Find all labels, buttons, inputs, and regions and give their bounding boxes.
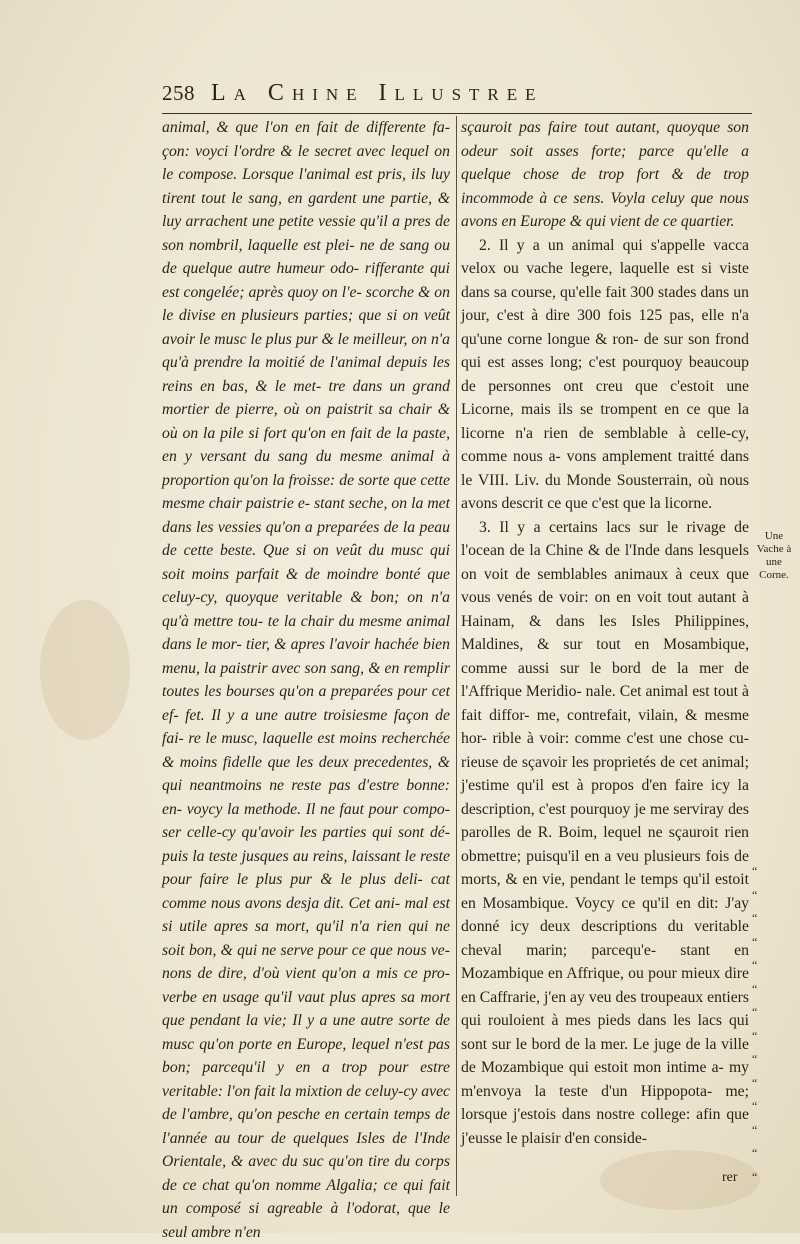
paper-stain <box>40 600 130 740</box>
quote-mark: “ <box>752 1075 758 1090</box>
quote-mark: “ <box>752 864 758 878</box>
left-column-text: animal, & que l'on en fait de differente fa- çon: voyci l'ordre & le secret avec lequel on le compose. Lorsque l'animal est pris, ils luy tirent tout le sang, en gardent une partie, & luy arrachent une petite vessie qu'il a pres de son nombril, laquelle est plei- ne de sang ou de quelque autre humeur odo- rifferante qui est congelée; après quoy on l'e- scorche & on le divise en plusieurs parties; que si on veût avoir le musc le plus pur & le meilleur, on n'a qu'à prendre la moitié de l'animal depuis les reins en bas, & le met- tre dans un grand mortier de pierre, où on paistrit sa chair & où on la pile si fort qu'on en fait de la paste, en y versant du sang du mesme animal à proportion qu'on la froisse: de sorte que cette mesme chair paistrie e- stant seche, on la met dans les vessies qu'on a preparées de la peau de cette beste. Que si on veût du musc qui soit moins parfait & de moindre bonté que celuy-cy, quoyque veritable & bon; on n'a qu'à mettre tou- te la chair du mesme animal dans le mor- tier, & apres l'avoir hachée bien menu, la paistrir avec son sang, & en remplir toutes les bourses qu'on a preparées pour cet ef- fet. Il y a une autre troisiesme façon de fai- re le musc, laquelle est moins recherchée & moins fidelle que les deux precedentes, & qui neantmoins ne reste pas d'estre bonne: en- voycy la methode. Il ne faut pour compo- ser celle-cy qu'avoir les parties qui sont dé- puis la teste jusques au reins, laissant le reste pour faire le plus pur & le plus deli- cat comme nous avons desja dit. Cet ani- mal est si utile apres sa mort, qu'il n'a rien qui ne soit bon, & qui ne serve pour ce que nous ve- nons de dire, d'où vient qu'on a mis ce pro- verbe en usage qu'il vaut plus apres sa mort que pendant la vie; Il y a une autre sorte de musc qu'on porte en Europe, lequel n'est pas bon; parcequ'il y en a trop pour estre veritable: l'on fait la mixtion de celuy-cy avec de l'ambre, qu'on pesche en certain temps de l'année au tour de quelques Isles de l'Inde Orientale, & avec du suc qu'on tire du corps de ce chat qu'on nomme Algalia; ce qui fait un composé si agreable à l'odorat, que le seul ambre n'en <box>162 119 450 1241</box>
quote-mark: “ <box>752 1099 758 1113</box>
column-divider <box>456 116 457 1196</box>
quote-mark: “ <box>752 1005 758 1019</box>
quote-mark: “ <box>752 887 758 902</box>
quote-marks <box>752 860 772 1189</box>
quote-mark: “ <box>752 911 758 925</box>
left-column <box>162 116 450 1244</box>
header-rule <box>162 113 752 114</box>
quote-mark: “ <box>752 1052 758 1066</box>
right-column-para-1: sçauroit pas faire tout autant, quoyque son odeur soit asses forte; parce qu'elle a quelque chose de trop fort & de trop incommode à ce sens. Voyla celuy que nous avons en Europe & qui vient de ce quartier. <box>461 119 749 230</box>
catchword: rer <box>722 1170 738 1185</box>
quote-mark: “ <box>752 1122 758 1137</box>
running-title: La Chine Illustree <box>211 80 544 106</box>
right-column <box>461 116 749 1150</box>
right-column-para-2: 2. Il y a un animal qui s'appelle vacca velox ou vache legere, laquelle est si viste dans sa course, qu'elle fait 300 stades dans un jour, c'est à dire 300 fois 125 pas, elle n'a qu'une corne longue & ron- de sur son frond qui est asses long; c'est pourquoy beaucoup de personnes ont creu que c'estoit une Licorne, mais ils se trompent en ce que la licorne n'a rien de semblable à celle-cy, comme nous a- vons amplement traitté dans le VIII. Liv. du Monde Sousterrain, où nous avons descrit ce que c'est que la licorne. <box>461 236 749 512</box>
margin-note: Une Vache à une Corne. <box>756 530 792 581</box>
quote-mark: “ <box>752 1028 758 1043</box>
quote-mark: “ <box>752 981 758 996</box>
quote-mark: “ <box>752 934 758 949</box>
page-number: 258 <box>162 81 195 105</box>
right-column-para-3: 3. Il y a certains lacs sur le rivage de l'ocean de la Chine & de l'Inde dans lesquels on voit de semblables animaux à ceux que vous venés de voir: on en voit tout autant à Hainam, & dans les Isles Philippines, Maldines, & sur tout en Mosambique, comme aussi sur le bord de la mer de l'Affrique Meridio- nale. Cet animal est tout à fait diffor- me, contrefait, vilain, & mesme hor- rible à voir: comme c'est une chose cu- rieuse de sçavoir les proprietés de cet animal; j'estime qu'il est à propos d'en faire icy la description, c'est pourquoy je me serviray des parolles de R. Boim, lequel ne sçauroit rien obmettre; puisqu'il en a veu plusieurs fois de morts, & en vie, pendant le temps qu'il estoit en Mosambique. Voycy ce qu'il en dit: J'ay donné icy deux descriptions du veritable cheval marin; parcequ'e- stant en Mozambique en Affrique, ou pour mieux dire en Caffrarie, j'en ay veu des troupeaux entiers qui rouloient à mes pieds dans les lacs qui sont sur le bord de la mer. Le juge de la ville de Mozambique qui estoit mon intime a- my m'envoya la teste d'un Hippopota- me; lorsque j'estois dans nostre college: afin que j'eusse le plaisir d'en conside- <box>461 518 749 1147</box>
quote-mark: “ <box>752 958 758 972</box>
page-header <box>162 80 782 114</box>
quote-mark: “ <box>752 1146 758 1160</box>
quote-mark: “ <box>752 1169 758 1184</box>
